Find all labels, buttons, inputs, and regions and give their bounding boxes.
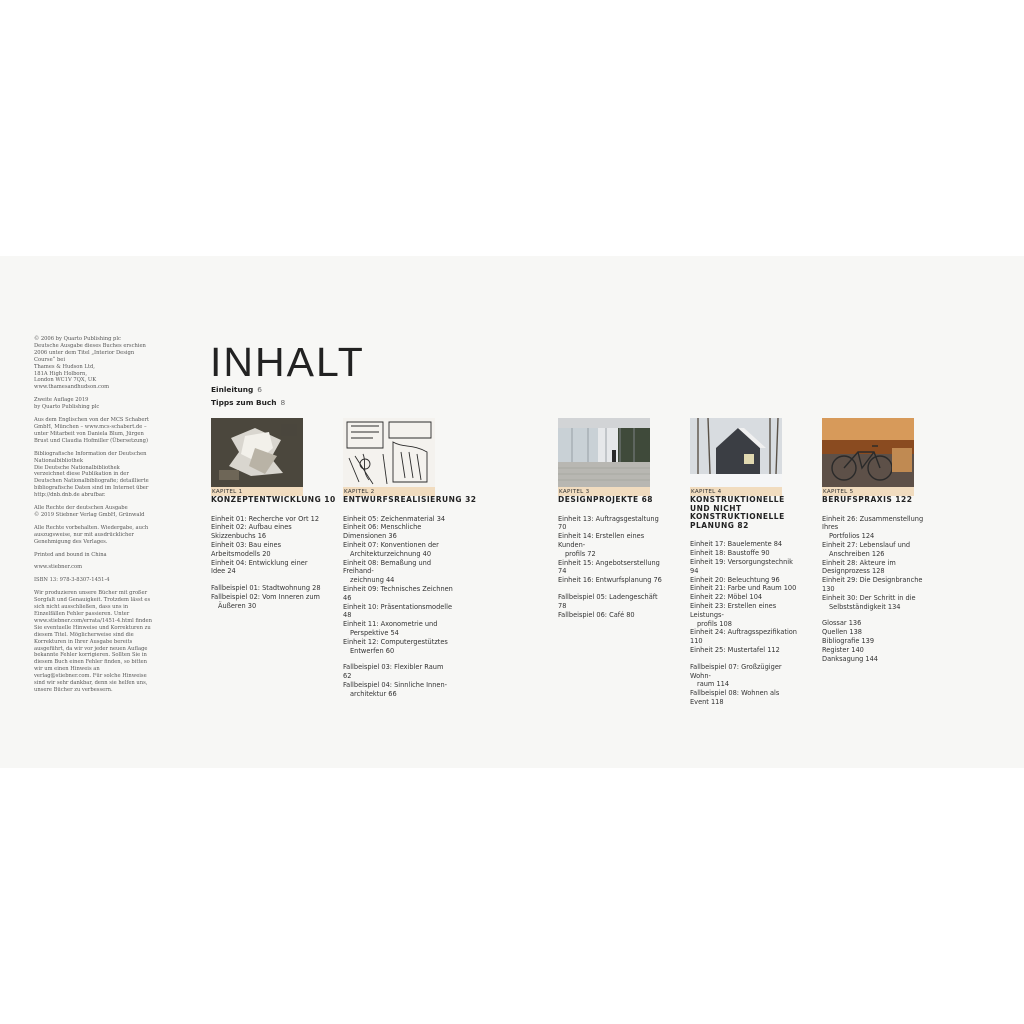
unit-entry: Entwerfen 60 [350,646,395,655]
intro-list [211,383,285,409]
unit-entry: Fallbeispiel 01: Stadtwohnung 28 [211,584,321,593]
unit-spacer [558,585,668,593]
chapter-title [822,496,932,505]
chapter-label: KAPITEL 3 [558,487,650,496]
unit-entry: profils 72 [565,549,596,558]
imprint-paragraph: www.stiebner.com [34,564,83,571]
unit-entry: Quellen 138 [822,628,863,637]
chapter-title [343,495,477,505]
intro-page: 8 [280,398,286,407]
unit-entry: Einheit 25: Mustertafel 112 [690,645,780,654]
unit-entry: Einheit 07: Konventionen der [343,540,439,549]
imprint-paragraph: Printed and bound in China [34,551,107,558]
chapter-title-text: ENTWURFSREALISIERUNG [343,495,463,504]
unit-entry: Einheit 21: Farbe und Raum 100 [690,584,797,593]
unit-entry: Einheit 19: Versorgungstechnik 94 [690,557,793,575]
intro-entry [211,383,285,396]
unit-entry: Einheit 27: Lebenslauf und [822,540,911,549]
imprint-paragraph: Bibliografische Information der Deutschen Nationalbibliothek Die Deutsche Nationalbibliothek verzeichnet diese Publikation in der Deutschen Nationalbibliografie; detaillierte bibliografische Daten sind im Internet über http://dnb.dnb.de abrufbar. [34,450,149,499]
chapter-label: KAPITEL 1 [211,487,303,496]
chapter-3 [558,418,668,619]
imprint-paragraph: Aus dem Englischen von der MCS Schabert GmbH, München – www.mcs-schabert.de – unter Mitarbeit von Daniela Blum, Jürgen Brust und Claudia Hofmiller (Übersetzung) [34,417,149,444]
unit-entry: Fallbeispiel 07: Großzügiger Wohn- [690,662,782,680]
imprint-paragraph: Alle Rechte vorbehalten. Wiedergabe, auch auszugsweise, nur mit ausdrücklicher Genehmigung des Verlages. [34,524,149,545]
unit-entry: Einheit 03: Bau eines Arbeitsmodells 20 [211,540,282,558]
unit-entry: Einheit 18: Baustoffe 90 [690,549,770,558]
chapter-3-photo [558,418,650,487]
chapter-page: 68 [641,495,654,504]
intro-entry [211,396,285,409]
unit-entry: Einheit 15: Angebotserstellung 74 [558,558,660,576]
unit-entry: profils 108 [697,619,732,628]
unit-entry: Selbstständigkeit 134 [829,602,901,611]
page-title: INHALT [210,339,365,385]
imprint-paragraph: © 2006 by Quarto Publishing plc Deutsche Ausgabe dieses Buches erschien 2006 unter dem Titel „Interior Design Course“ bei Thames & Hudson Ltd, 181A High Holborn, London WC1V 7QX, UK www.thamesandhudson.com [34,336,146,391]
chapter-1 [211,418,336,611]
chapter-title [558,496,668,505]
unit-entry: Äußeren 30 [218,601,257,610]
intro-label: Tipps zum Buch [211,398,277,407]
chapter-page: 122 [895,495,913,504]
unit-entry: Einheit 09: Technisches Zeichnen 46 [343,584,453,602]
imprint-paragraph: Zweite Auflage 2019 by Quarto Publishing plc [34,397,100,411]
chapter-4 [690,418,800,707]
unit-entry: Einheit 23: Erstellen eines Leistungs- [690,601,777,619]
unit-entry: architektur 66 [350,689,397,698]
imprint-paragraph: Alle Rechte der deutschen Ausgabe © 2019 Stiebner Verlag GmbH, Grünwald [34,505,145,518]
chapter-page: 10 [324,495,336,504]
chapter-units [343,515,453,699]
unit-entry: Einheit 24: Auftragsspezifikation 110 [690,628,797,646]
unit-entry: Einheit 16: Entwurfsplanung 76 [558,576,662,585]
unit-entry: Einheit 26: Zusammenstellung Ihres [822,514,924,532]
chapter-page: 32 [465,495,477,504]
unit-entry: Einheit 02: Aufbau eines Skizzenbuchs 16 [211,523,292,541]
unit-entry: Einheit 06: Menschliche Dimensionen 36 [343,523,422,541]
unit-entry: Fallbeispiel 08: Wohnen als Event 118 [690,689,780,706]
chapter-units [822,515,932,664]
imprint-paragraph: Wir produzieren unsere Bücher mit großer Sorgfalt und Genauigkeit. Trotzdem lässt es sich nicht ausschließen, dass uns in Einzelfällen Fehler passieren. Unter www.stiebner.com/errata/1451-4.html finden Sie eventuelle Hinweise und Korrekturen zu diesem Titel. Möglicherweise sind die Korrekturen in Ihrer Ausgabe bereits ausgeführt, da wir vor jeder neuen Auflage bekannte Fehler korrigieren. Sollten Sie in diesem Buch einen Fehler finden, so bitten wir um einen Hinweis an verlag@stiebner.com. Für solche Hinweise sind wir sehr dankbar, denn sie helfen uns, unsere Bücher zu verbessern. [34,590,152,693]
chapter-label: KAPITEL 4 [690,487,782,496]
unit-spacer [822,611,932,619]
unit-entry: zeichnung 44 [350,576,395,585]
unit-entry: Einheit 08: Bemaßung und Freihand- [343,558,432,576]
unit-entry: Einheit 11: Axonometrie und [343,620,438,629]
unit-entry: Einheit 01: Recherche vor Ort 12 [211,514,320,523]
unit-entry: Einheit 10: Präsentationsmodelle 48 [343,602,453,620]
chapter-title-text: KONSTRUKTIONELLE UND NICHT KONSTRUKTIONELLE PLANUNG [690,495,785,530]
chapter-label: KAPITEL 5 [822,487,914,496]
unit-entry: Fallbeispiel 02: Vom Inneren zum [211,592,320,601]
unit-entry: Einheit 04: Entwicklung einer Idee 24 [211,558,308,576]
unit-entry: Portfolios 124 [829,532,875,541]
unit-entry: Perspektive 54 [350,628,399,637]
imprint-paragraph: ISBN 13: 978-3-8307-1451-4 [34,577,110,584]
chapter-5-photo [822,418,914,487]
unit-entry: Einheit 13: Auftragsgestaltung 70 [558,514,659,532]
chapter-2 [343,418,477,699]
unit-entry: Einheit 28: Akteure im Designprozess 128 [822,558,896,576]
chapter-1-photo [211,418,303,487]
chapter-title-text: BERUFSPRAXIS [822,495,893,504]
chapter-units [690,540,800,706]
unit-entry: Einheit 20: Beleuchtung 96 [690,575,780,584]
chapter-title-text: DESIGNPROJEKTE [558,495,639,504]
unit-spacer [211,576,321,584]
unit-entry: Fallbeispiel 04: Sinnliche Innen- [343,680,448,689]
imprint-column [34,336,152,700]
chapter-4-photo [690,418,782,487]
chapter-5 [822,418,932,663]
chapter-units [211,515,321,611]
chapter-2-photo [343,418,435,487]
intro-page: 6 [257,385,262,394]
unit-entry: Fallbeispiel 06: Café 80 [558,610,635,619]
chapter-title [690,496,800,530]
unit-entry: Einheit 12: Computergestütztes [343,637,448,646]
unit-entry: Einheit 05: Zeichenmaterial 34 [343,514,446,523]
unit-entry: Fallbeispiel 03: Flexibler Raum 62 [343,663,444,681]
unit-entry: Anschreiben 126 [829,549,885,558]
intro-label: Einleitung [211,385,254,394]
unit-entry: Einheit 17: Bauelemente 84 [690,540,783,549]
unit-entry: Bibliografie 139 [822,636,875,645]
chapter-page: 82 [737,520,749,530]
unit-spacer [690,655,800,663]
chapter-title [211,495,336,505]
unit-entry: Einheit 22: Möbel 104 [690,593,763,602]
unit-entry: raum 114 [697,680,730,689]
unit-entry: Einheit 29: Die Designbranche 130 [822,576,923,593]
unit-entry: Architekturzeichnung 40 [350,549,432,558]
unit-entry: Fallbeispiel 05: Ladengeschäft 78 [558,592,658,610]
chapter-title-text: KONZEPTENTWICKLUNG [211,495,322,504]
unit-entry: Einheit 14: Erstellen eines Kunden- [558,532,645,549]
unit-entry: Danksagung 144 [822,654,879,663]
unit-spacer [343,655,453,663]
chapter-label: KAPITEL 2 [343,487,435,496]
chapter-units [558,515,668,620]
unit-entry: Register 140 [822,645,864,654]
unit-entry: Glossar 136 [822,619,862,628]
unit-entry: Einheit 30: Der Schritt in die [822,593,916,602]
